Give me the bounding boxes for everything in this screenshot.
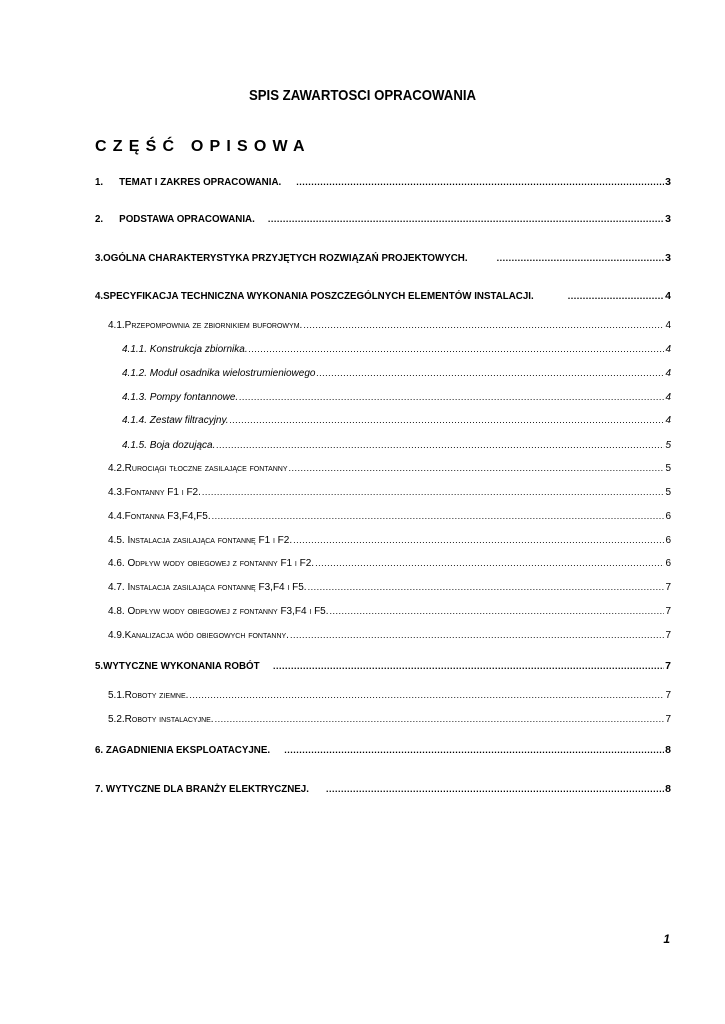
toc-entry-5[interactable] (95, 660, 671, 676)
dot-leader (290, 631, 664, 640)
toc-entry-4-4[interactable] (108, 511, 671, 527)
toc-entry-4[interactable] (95, 290, 671, 306)
dot-leader (316, 369, 664, 378)
toc-entry-label: 4.9.Kanalizacja wód obiegowych fontanny. (108, 630, 289, 641)
dot-leader (202, 488, 665, 497)
dot-leader (296, 178, 664, 187)
dot-leader (189, 691, 664, 700)
toc-entry-4-1-4[interactable] (122, 415, 671, 431)
dot-leader (315, 559, 664, 568)
toc-entry-label: 4.1.4. Zestaw filtracyjny. (122, 415, 229, 426)
toc-entry-page: 6 (665, 511, 671, 522)
toc-entry-4-7[interactable] (108, 582, 671, 598)
toc-entry-4-1-2[interactable] (122, 368, 671, 384)
toc-entry-page: 4 (665, 392, 671, 403)
document-title: SPIS ZAWARTOSCI OPRACOWANIA (248, 87, 477, 104)
toc-entry-page: 7 (665, 660, 671, 672)
toc-entry-1[interactable] (95, 176, 671, 192)
toc-entry-page: 4 (665, 415, 671, 426)
toc-entry-label: 4.1.2. Moduł osadnika wielostrumieniowego (122, 368, 316, 379)
toc-entry-label: 4.6. Odpływ wody obiegowej z fontanny F1 i F2. (108, 558, 315, 569)
toc-entry-page: 5 (665, 440, 671, 451)
toc-entry-4-3[interactable] (108, 487, 671, 503)
toc-entry-label: 4.8. Odpływ wody obiegowej z fontanny F3,F4 i F5. (108, 606, 329, 617)
dot-leader (330, 607, 665, 616)
toc-entry-page: 4 (665, 368, 671, 379)
toc-entry-page: 8 (665, 744, 671, 756)
dot-leader (230, 416, 665, 425)
toc-entry-page: 5 (665, 463, 671, 474)
toc-entry-label: 5.WYTYCZNE WYKONANIA ROBÓT (95, 660, 260, 672)
dot-leader (239, 393, 664, 402)
dot-leader (215, 715, 665, 724)
dot-leader (289, 464, 665, 473)
toc-entry-label: 4.SPECYFIKACJA TECHNICZNA WYKONANIA POSZCZEGÓLNYCH ELEMENTÓW INSTALACJI. (95, 290, 534, 302)
toc-entry-page: 7 (665, 606, 671, 617)
toc-entry-5-2[interactable] (108, 714, 671, 730)
toc-entry-label: 4.5. Instalacja zasilająca fontannę F1 i F2. (108, 535, 293, 546)
toc-entry-4-1-5[interactable] (122, 440, 671, 456)
toc-entry-label: TEMAT I ZAKRES OPRACOWANIA. (119, 176, 282, 188)
toc-entry-4-5[interactable] (108, 535, 671, 551)
toc-entry-page: 4 (665, 320, 671, 331)
toc-entry-label: 4.1.5. Boja dozująca. (122, 440, 216, 451)
toc-entry-2[interactable] (95, 213, 671, 229)
toc-entry-4-1-1[interactable] (122, 344, 671, 360)
dot-leader (249, 345, 665, 354)
dot-leader (268, 215, 664, 224)
toc-entry-3[interactable] (95, 252, 671, 268)
dot-leader (293, 536, 664, 545)
toc-entry-number: 1. (95, 176, 104, 188)
dot-leader (303, 321, 664, 330)
toc-entry-label: 4.7. Instalacja zasilająca fontannę F3,F4 i F5. (108, 582, 307, 593)
dot-leader (284, 746, 664, 755)
toc-entry-5-1[interactable] (108, 690, 671, 706)
toc-entry-7[interactable] (95, 783, 671, 799)
toc-entry-label: 4.1.3. Pompy fontannowe. (122, 392, 239, 403)
toc-entry-page: 6 (665, 558, 671, 569)
toc-entry-4-1-3[interactable] (122, 392, 671, 408)
dot-leader (212, 512, 665, 521)
toc-entry-4-8[interactable] (108, 606, 671, 622)
dot-leader (497, 254, 665, 263)
toc-entry-label: 4.1.Przepompownia ze zbiornikiem buforowym. (108, 320, 303, 331)
dot-leader (308, 583, 665, 592)
toc-entry-4-9[interactable] (108, 630, 671, 646)
toc-entry-page: 3 (665, 252, 671, 264)
section-title: CZĘŚĆ OPISOWA (95, 138, 311, 155)
toc-entry-page: 6 (665, 535, 671, 546)
toc-entry-number: 2. (95, 213, 104, 225)
toc-entry-page: 3 (665, 213, 671, 225)
toc-entry-label: 4.1.1. Konstrukcja zbiornika. (122, 344, 248, 355)
toc-entry-page: 4 (665, 344, 671, 355)
toc-entry-6[interactable] (95, 744, 671, 760)
toc-entry-label: 4.3.Fontanny F1 i F2. (108, 487, 201, 498)
toc-entry-page: 8 (665, 783, 671, 795)
toc-entry-label: 6. ZAGADNIENIA EKSPLOATACYJNE. (95, 744, 271, 756)
page-number: 1 (663, 932, 670, 946)
toc-entry-page: 7 (665, 630, 671, 641)
dot-leader (216, 441, 664, 450)
dot-leader (273, 662, 664, 671)
toc-entry-page: 7 (665, 714, 671, 725)
toc-entry-4-1[interactable] (108, 320, 671, 336)
toc-entry-page: 5 (665, 487, 671, 498)
toc-entry-label: 3.OGÓLNA CHARAKTERYSTYKA PRZYJĘTYCH ROZWIĄZAŃ PROJEKTOWYCH. (95, 252, 468, 264)
toc-entry-label: 5.1.Roboty ziemne. (108, 690, 189, 701)
dot-leader (568, 292, 664, 301)
toc-entry-4-2[interactable] (108, 463, 671, 479)
toc-entry-label: 4.2.Rurociągi tłoczne zasilające fontanny (108, 463, 288, 474)
toc-entry-page: 4 (665, 290, 671, 302)
toc-entry-label: 4.4.Fontanna F3,F4,F5. (108, 511, 211, 522)
toc-entry-page: 7 (665, 690, 671, 701)
toc-entry-page: 7 (665, 582, 671, 593)
toc-entry-label: 5.2.Roboty instalacyjne. (108, 714, 214, 725)
toc-entry-label: PODSTAWA OPRACOWANIA. (119, 213, 255, 225)
toc-entry-label: 7. WYTYCZNE DLA BRANŻY ELEKTRYCZNEJ. (95, 783, 309, 795)
dot-leader (326, 785, 664, 794)
toc-entry-page: 3 (665, 176, 671, 188)
toc-entry-4-6[interactable] (108, 558, 671, 574)
